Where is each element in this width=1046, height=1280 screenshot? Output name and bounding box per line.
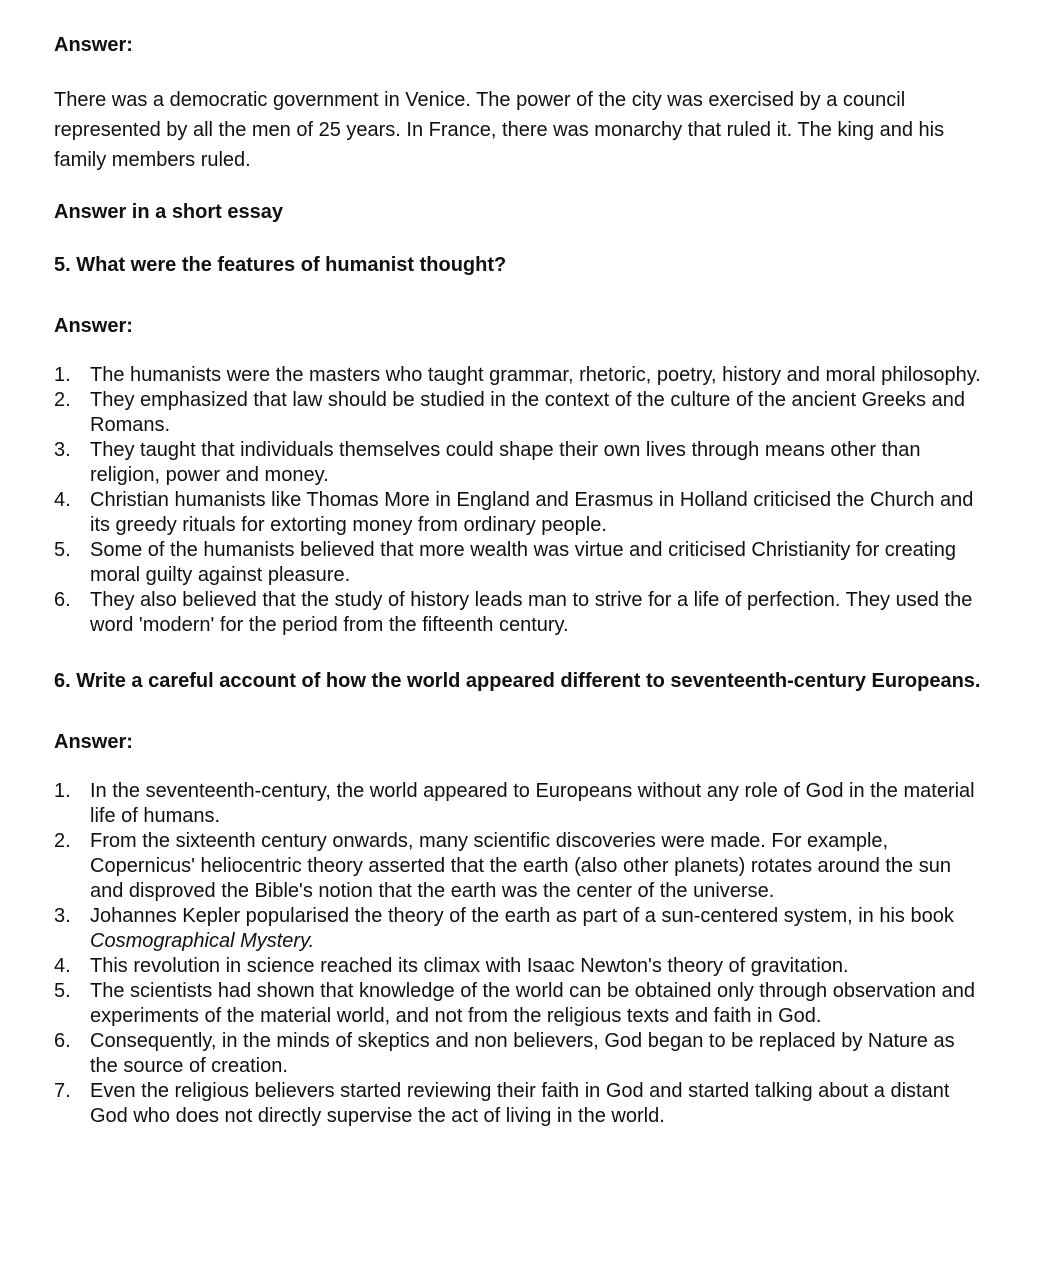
list-number: 5. bbox=[54, 539, 71, 561]
question-5: 5. What were the features of humanist thought? bbox=[54, 254, 507, 276]
list-number: 2. bbox=[54, 389, 71, 411]
list-number: 4. bbox=[54, 489, 71, 511]
list-text: They taught that individuals themselves could shape their own lives through means other than religion, power and money. bbox=[90, 439, 921, 486]
list-text: Some of the humanists believed that more wealth was virtue and criticised Christianity for creating moral guilty against pleasure. bbox=[90, 539, 956, 586]
list-number: 6. bbox=[54, 1030, 71, 1052]
list-item bbox=[54, 979, 986, 1029]
list-number: 6. bbox=[54, 589, 71, 611]
intro-paragraph: There was a democratic government in Venice. The power of the city was exercised by a council represented by all the men of 25 years. In France, there was monarchy that ruled it. The king and his family members ruled. bbox=[54, 89, 945, 171]
list-item bbox=[54, 588, 986, 638]
list-text: Christian humanists like Thomas More in England and Erasmus in Holland criticised the Church and its greedy rituals for extorting money from ordinary people. bbox=[90, 489, 974, 536]
question-6: 6. Write a careful account of how the world appeared different to seventeenth-century Europeans. bbox=[54, 670, 981, 692]
list-text: In the seventeenth-century, the world appeared to Europeans without any role of God in the material life of humans. bbox=[90, 780, 975, 827]
answer-label-q5: Answer: bbox=[54, 315, 133, 337]
list-item bbox=[54, 438, 986, 488]
list-text: The scientists had shown that knowledge of the world can be obtained only through observation and experiments of the material world, and not from the religious texts and faith in God. bbox=[90, 980, 976, 1027]
list-item bbox=[54, 829, 986, 904]
list-item bbox=[54, 1079, 986, 1129]
list-item bbox=[54, 1029, 986, 1079]
list-item bbox=[54, 779, 986, 829]
list-number: 1. bbox=[54, 780, 71, 802]
list-text: From the sixteenth century onwards, many scientific discoveries were made. For example, Copernicus' heliocentric theory asserted that the earth (also other planets) rotates around the sun and disproved the Bible's notion that the earth was the center of the universe. bbox=[90, 830, 951, 902]
q6-answer-list bbox=[54, 779, 986, 1129]
list-number: 2. bbox=[54, 830, 71, 852]
list-text: Johannes Kepler popularised the theory of the earth as part of a sun-centered system, in his book bbox=[90, 905, 954, 927]
list-text: They also believed that the study of history leads man to strive for a life of perfection. They used the word 'modern' for the period from the fifteenth century. bbox=[90, 589, 973, 636]
book-title: Cosmographical Mystery. bbox=[90, 930, 315, 952]
list-text: They emphasized that law should be studied in the context of the culture of the ancient Greeks and Romans. bbox=[90, 389, 965, 436]
answer-label-q6: Answer: bbox=[54, 731, 133, 753]
list-item bbox=[54, 488, 986, 538]
list-item bbox=[54, 363, 986, 388]
list-number: 7. bbox=[54, 1080, 71, 1102]
list-number: 3. bbox=[54, 439, 71, 461]
list-text: Even the religious believers started reviewing their faith in God and started talking about a distant God who does not directly supervise the act of living in the world. bbox=[90, 1080, 950, 1127]
list-number: 3. bbox=[54, 905, 71, 927]
list-item bbox=[54, 388, 986, 438]
list-item bbox=[54, 954, 986, 979]
q5-answer-list bbox=[54, 363, 986, 638]
list-text: This revolution in science reached its climax with Isaac Newton's theory of gravitation. bbox=[90, 955, 849, 977]
answer-label: Answer: bbox=[54, 34, 133, 56]
list-text: Consequently, in the minds of skeptics and non believers, God began to be replaced by Nature as the source of creation. bbox=[90, 1030, 955, 1077]
list-item bbox=[54, 538, 986, 588]
list-item bbox=[54, 904, 986, 954]
list-number: 5. bbox=[54, 980, 71, 1002]
section-heading: Answer in a short essay bbox=[54, 201, 283, 223]
list-number: 4. bbox=[54, 955, 71, 977]
list-number: 1. bbox=[54, 364, 71, 386]
list-text: The humanists were the masters who taught grammar, rhetoric, poetry, history and moral philosophy. bbox=[90, 364, 981, 386]
